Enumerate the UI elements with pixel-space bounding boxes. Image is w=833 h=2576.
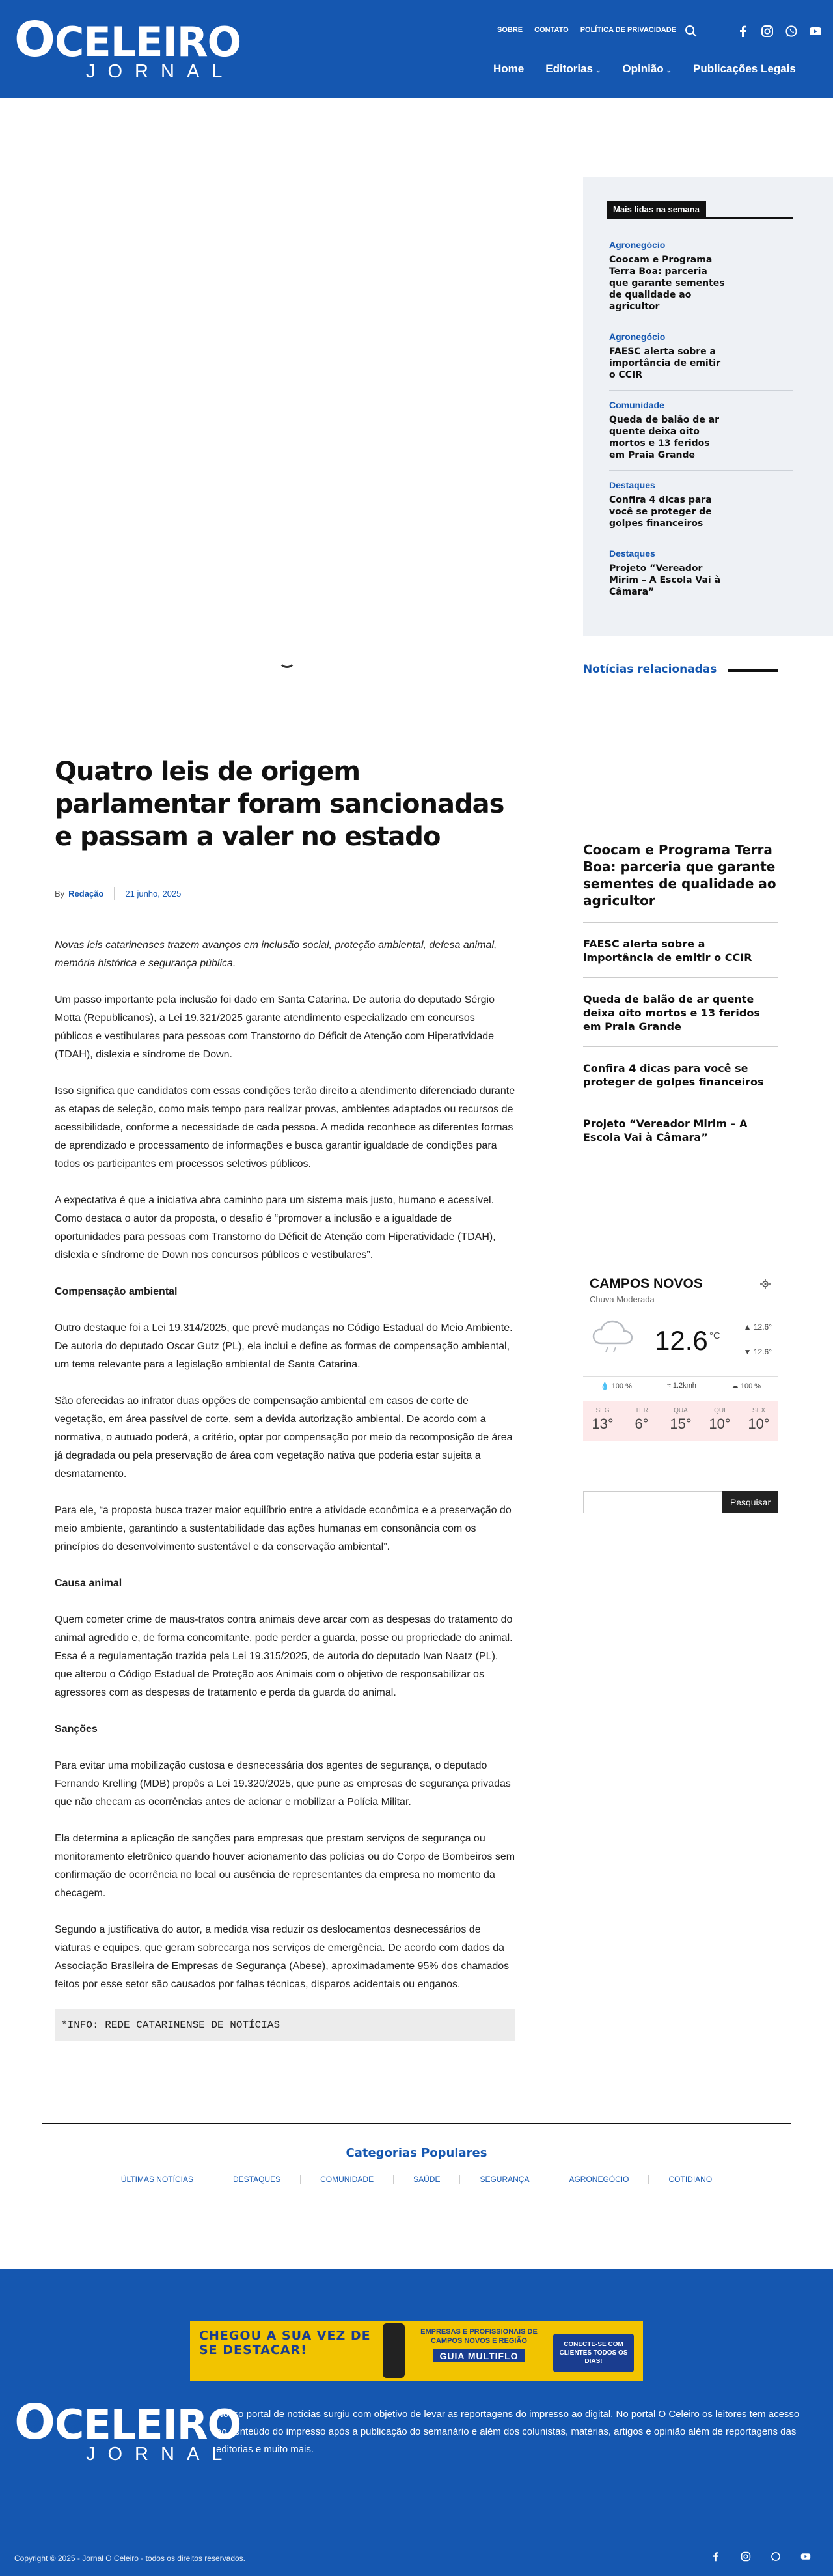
banner-cta: CONECTE-SE COM CLIENTES TODOS OS DIAS!: [553, 2334, 634, 2372]
nav-item-publicacoes-legais[interactable]: [693, 63, 796, 76]
forecast-day: [622, 1401, 661, 1441]
forecast-day-name: QUA: [674, 1407, 688, 1414]
humidity-value: 100 %: [611, 1382, 632, 1390]
forecast-day: [739, 1401, 778, 1441]
article-body: [55, 936, 515, 2041]
most-read-headline[interactable]: Confira 4 dicas para você se proteger de golpes financeiros: [609, 495, 712, 529]
nav-item-home[interactable]: [493, 63, 524, 76]
weather-unit: °C: [709, 1330, 720, 1341]
list-item: [609, 480, 793, 539]
article-subheading: Causa animal: [55, 1578, 122, 1589]
chevron-down-icon: ⌄: [595, 67, 601, 74]
logo-letter-o: O: [14, 12, 55, 68]
logo-text-jornal: JORNAL: [86, 2444, 235, 2465]
loading-spinner-icon: [279, 651, 295, 668]
forecast-day-name: SEG: [595, 1407, 610, 1414]
arrow-up-icon: ▲: [743, 1323, 754, 1332]
list-item: [609, 331, 793, 391]
ad-banner[interactable]: [190, 2321, 643, 2381]
article-paragraph: Para ele, “a proposta busca trazer maior equilíbrio entre a atividade econômica e a preservação do meio ambiente, garantindo a sustentabilidade das ações humanas em consonância com os princípios do desenvolvimento sustentável e da conservação ambiental”.: [55, 1505, 512, 1552]
category-link[interactable]: SAÚDE: [413, 2175, 441, 2184]
banner-headline: CHEGOU A SUA VEZ DE SE DESTACAR!: [199, 2329, 371, 2357]
categories-title: Categorias Populares: [346, 2146, 487, 2160]
article-meta: [55, 873, 515, 914]
category-link[interactable]: SEGURANÇA: [480, 2175, 530, 2184]
site-logo[interactable]: [14, 12, 241, 82]
article-subheading: Sanções: [55, 1724, 98, 1735]
forecast-day: [661, 1401, 700, 1441]
weather-clouds: [731, 1382, 761, 1390]
weather-stats: [583, 1376, 778, 1395]
related-news-item[interactable]: Queda de balão de ar quente deixa oito mortos e 13 feridos em Praia Grande: [583, 992, 778, 1047]
article: [55, 755, 515, 2041]
nav-label: Home: [493, 63, 525, 75]
weather-humidity: [601, 1382, 632, 1390]
logo-text-jornal: JORNAL: [86, 61, 235, 82]
top-links: [497, 26, 676, 34]
most-read-headline[interactable]: Coocam e Programa Terra Boa: parceria que garante sementes de qualidade ao agricultor: [609, 255, 725, 312]
weather-low-value: 12.6°: [753, 1347, 772, 1356]
top-link-contato[interactable]: CONTATO: [534, 26, 569, 34]
weather-low: [744, 1347, 772, 1356]
forecast-day-temp: 13°: [592, 1416, 614, 1432]
top-link-sobre[interactable]: SOBRE: [497, 26, 523, 34]
categories-links: [0, 2175, 833, 2184]
droplet-icon: 💧: [600, 1382, 612, 1390]
weather-widget: [583, 1276, 778, 1441]
main-nav: [493, 63, 796, 76]
chevron-down-icon: ⌄: [666, 67, 672, 74]
most-read-category[interactable]: Destaques: [609, 480, 655, 490]
most-read-headline[interactable]: FAESC alerta sobre a importância de emitir o CCIR: [609, 346, 721, 380]
related-news-list: [583, 841, 778, 1171]
article-date: 21 junho, 2025: [125, 888, 182, 899]
related-news-item[interactable]: Confira 4 dicas para você se proteger de golpes financeiros: [583, 1061, 778, 1102]
phone-illustration-icon: [383, 2323, 405, 2378]
weather-city: CAMPOS NOVOS: [590, 1276, 703, 1291]
whatsapp-icon[interactable]: [785, 25, 798, 38]
footer-description: Nosso portal de notícias surgiu com objetivo de levar as reportagens do impresso ao digital. No portal O Celeiro os leitores tem acesso ao conteúdo do impresso após a publicação do semanário e além dos colunistas, matérias, artigos e opinião além de reportagens das editorias e muito mais.: [216, 2409, 800, 2455]
most-read-title: Mais lidas na semana: [607, 201, 706, 218]
article-title: Quatro leis de origem parlamentar foram sancionadas e passam a valer no estado: [55, 757, 504, 852]
most-read-category[interactable]: Comunidade: [609, 400, 664, 410]
article-paragraph: Isso significa que candidatos com essas condições terão direito a atendimento diferenciado durante as etapas de seleção, como mais tempo para realizar provas, ambientes adaptados ou recursos de acessibilidade, conforme a necessidade de cada pessoa. A medida reconhece as diferentes formas de aprendizado e processamento de informações e busca garantir igualdade de condições para todos os participantes em processos seletivos públicos.: [55, 1085, 515, 1169]
facebook-icon[interactable]: [711, 2551, 721, 2562]
most-read-category[interactable]: Destaques: [609, 548, 655, 559]
logo-text-celeiro: CELEIRO: [54, 18, 241, 66]
article-source-note: *INFO: REDE CATARINENSE DE NOTÍCIAS: [55, 2009, 515, 2041]
byline-prefix: By: [55, 888, 65, 899]
most-read-title-bar: [607, 201, 793, 219]
article-paragraph: Ela determina a aplicação de sanções para empresas que prestam serviços de segurança ou monitoramento eletrônico quando houver acionamento das polícias ou do Corpo de Bombeiros sem confirmação de ocorrência no local ou ausência de representantes da empresa no momento da checagem.: [55, 1833, 515, 1899]
related-news-item[interactable]: Coocam e Programa Terra Boa: parceria que garante sementes de qualidade ao agricultor: [583, 841, 778, 923]
nav-label: Publicações Legais: [693, 63, 796, 75]
forecast-day-temp: 6°: [635, 1416, 649, 1432]
category-link[interactable]: ÚLTIMAS NOTÍCIAS: [120, 2175, 193, 2184]
copyright: Copyright © 2025 - Jornal O Celeiro - todos os direitos reservados.: [14, 2554, 246, 2563]
arrow-down-icon: ▼: [743, 1347, 754, 1356]
forecast-day-name: QUI: [714, 1407, 726, 1414]
forecast-day-name: SEX: [752, 1407, 765, 1414]
forecast-day-temp: 10°: [748, 1416, 770, 1432]
banner-middle: [414, 2327, 544, 2362]
author-link[interactable]: Redação: [68, 888, 104, 899]
weather-current: [583, 1311, 778, 1376]
article-paragraph: A expectativa é que a iniciativa abra caminho para um sistema mais justo, humano e acessível. Como destaca o autor da proposta, o desafio é “promover a inclusão e a igualdade de oportunidades para pessoas com Transtorno do Déficit de Atenção com Hiperatividade (TDAH), dislexia e síndrome de Down nos concursos públicos e vestibulares”.: [55, 1195, 496, 1261]
youtube-icon[interactable]: [809, 25, 822, 38]
search-button[interactable]: Pesquisar: [722, 1491, 778, 1513]
forecast-day-name: TER: [635, 1407, 648, 1414]
weather-high-value: 12.6°: [753, 1323, 772, 1332]
forecast-day-temp: 15°: [670, 1416, 692, 1432]
article-subheading: Compensação ambiental: [55, 1286, 178, 1297]
related-news-title: Notícias relacionadas: [583, 663, 717, 676]
wind-value: 1.2kmh: [672, 1382, 696, 1390]
category-link[interactable]: COMUNIDADE: [320, 2175, 374, 2184]
footer-social: [711, 2551, 811, 2562]
forecast-day: [583, 1401, 622, 1441]
whatsapp-icon[interactable]: [771, 2551, 781, 2562]
category-link[interactable]: DESTAQUES: [232, 2175, 281, 2184]
related-news-item[interactable]: FAESC alerta sobre a importância de emitir o CCIR: [583, 937, 778, 978]
most-read-headline[interactable]: Queda de balão de ar quente deixa oito mortos e 13 feridos em Praia Grande: [609, 415, 720, 460]
category-link[interactable]: AGRONEGÓCIO: [569, 2175, 629, 2184]
most-read-list: [609, 240, 793, 616]
meta-separator: [114, 887, 115, 900]
site-footer: [0, 2269, 833, 2576]
top-link-privacidade[interactable]: POLÍTICA DE PRIVACIDADE: [580, 26, 676, 34]
list-item: [609, 548, 793, 607]
youtube-icon[interactable]: [800, 2551, 811, 2562]
most-read-category[interactable]: Agronegócio: [609, 331, 666, 342]
most-read-widget: [583, 177, 833, 636]
search-icon[interactable]: [685, 25, 698, 38]
header-social: [737, 25, 822, 38]
article-paragraph: Um passo importante pela inclusão foi dado em Santa Catarina. De autoria do deputado Sérgio Motta (Republicanos), a Lei 19.321/2025 garante atendimento especializado em concursos públicos e vestibulares para pessoas com Transtorno do Déficit de Atenção com Hiperatividade (TDAH), dislexia e síndrome de Down.: [55, 994, 495, 1060]
forecast-day-temp: 10°: [709, 1416, 731, 1432]
weather-condition: Chuva Moderada: [590, 1295, 655, 1304]
sidebar-search: [583, 1491, 778, 1513]
search-input[interactable]: [583, 1491, 722, 1513]
logo-text-celeiro: CELEIRO: [54, 2401, 241, 2448]
instagram-icon[interactable]: [761, 25, 774, 38]
clouds-value: 100 %: [740, 1382, 761, 1390]
logo-letter-o: O: [14, 2394, 55, 2450]
instagram-icon[interactable]: [741, 2551, 751, 2562]
wind-icon: ≈: [666, 1382, 673, 1390]
most-read-headline[interactable]: Projeto “Vereador Mirim – A Escola Vai à Câmara”: [609, 563, 721, 597]
weather-temperature: 12.6: [655, 1325, 708, 1356]
facebook-icon[interactable]: [737, 25, 750, 38]
weather-high: [744, 1323, 772, 1332]
related-news-item[interactable]: Projeto “Vereador Mirim – A Escola Vai à Câmara”: [583, 1117, 748, 1143]
list-item: [609, 400, 793, 471]
rain-cloud-icon: [588, 1315, 640, 1354]
article-paragraph: São oferecidas ao infrator duas opções de compensação ambiental em casos de corte de vegetação, em área passível de corte, sem a devida autorização ambiental. De acordo com a normativa, o autuado poderá, a critério, optar por compensação por meio da recomposição de área já degradada ou pela preservação de área com vegetação nativa que poderia estar sujeita a desmatamento.: [55, 1395, 513, 1479]
nav-label: Editorias: [545, 63, 593, 75]
location-target-icon[interactable]: [760, 1279, 771, 1289]
banner-subtitle: EMPRESAS E PROFISSIONAIS DE CAMPOS NOVOS E REGIÃO: [420, 2328, 538, 2345]
forecast-day: [700, 1401, 739, 1441]
categories-divider: [42, 2123, 791, 2124]
cloud-icon: ☁: [731, 1382, 741, 1390]
footer-logo[interactable]: [14, 2394, 241, 2465]
most-read-category[interactable]: Agronegócio: [609, 240, 666, 250]
article-lead: Novas leis catarinenses trazem avanços em inclusão social, proteção ambiental, defesa animal, memória histórica e segurança pública.: [55, 940, 497, 969]
weather-forecast: [583, 1401, 778, 1441]
nav-item-opiniao[interactable]: [622, 63, 672, 76]
banner-guide-name: GUIA MULTIFLO: [433, 2349, 525, 2362]
article-paragraph: Segundo a justificativa do autor, a medida visa reduzir os deslocamentos desnecessários de viaturas e equipes, que geram sobrecarga nos serviços de emergência. De acordo com dados da Associação Brasileira de Empresas de Segurança (Abese), aproximadamente 95% dos chamados feitos por esse setor são causados por falhas técnicas, disparos acidentais ou enganos.: [55, 1924, 510, 1990]
weather-wind: [667, 1382, 696, 1390]
category-link[interactable]: COTIDIANO: [668, 2175, 713, 2184]
site-header: [0, 0, 833, 98]
nav-item-editorias[interactable]: [545, 63, 601, 76]
nav-label: Opinião: [622, 63, 664, 75]
list-item: [609, 240, 793, 322]
article-paragraph: Outro destaque foi a Lei 19.314/2025, que prevê mudanças no Código Estadual do Meio Ambiente. De autoria do deputado Oscar Gutz (PL), ela inclui e define as formas de compensação ambiental, um tema relevante para a legislação ambiental de Santa Catarina.: [55, 1323, 513, 1370]
related-news-underline: [728, 669, 778, 672]
article-paragraph: Quem cometer crime de maus-tratos contra animais deve arcar com as despesas do tratamento do animal agredido e, de forma concomitante, pode perder a guarda, posse ou propriedade do animal. Essa é a regulamentação trazida pela Lei 19.315/2025, de autoria do deputado Ivan Naatz (PL), que alterou o Código Estadual de Proteção aos Animais com o objetivo de responsabilizar os agressores com as despesas de tratamento e perda da guarda do animal.: [55, 1614, 513, 1698]
article-paragraph: Para evitar uma mobilização custosa e desnecessária dos agentes de segurança, o deputado Fernando Krelling (MDB) propôs a Lei 19.320/2025, que pune as empresas de segurança privadas que não checam as ocorrências antes de acionar e mobilizar a Polícia Militar.: [55, 1760, 511, 1808]
